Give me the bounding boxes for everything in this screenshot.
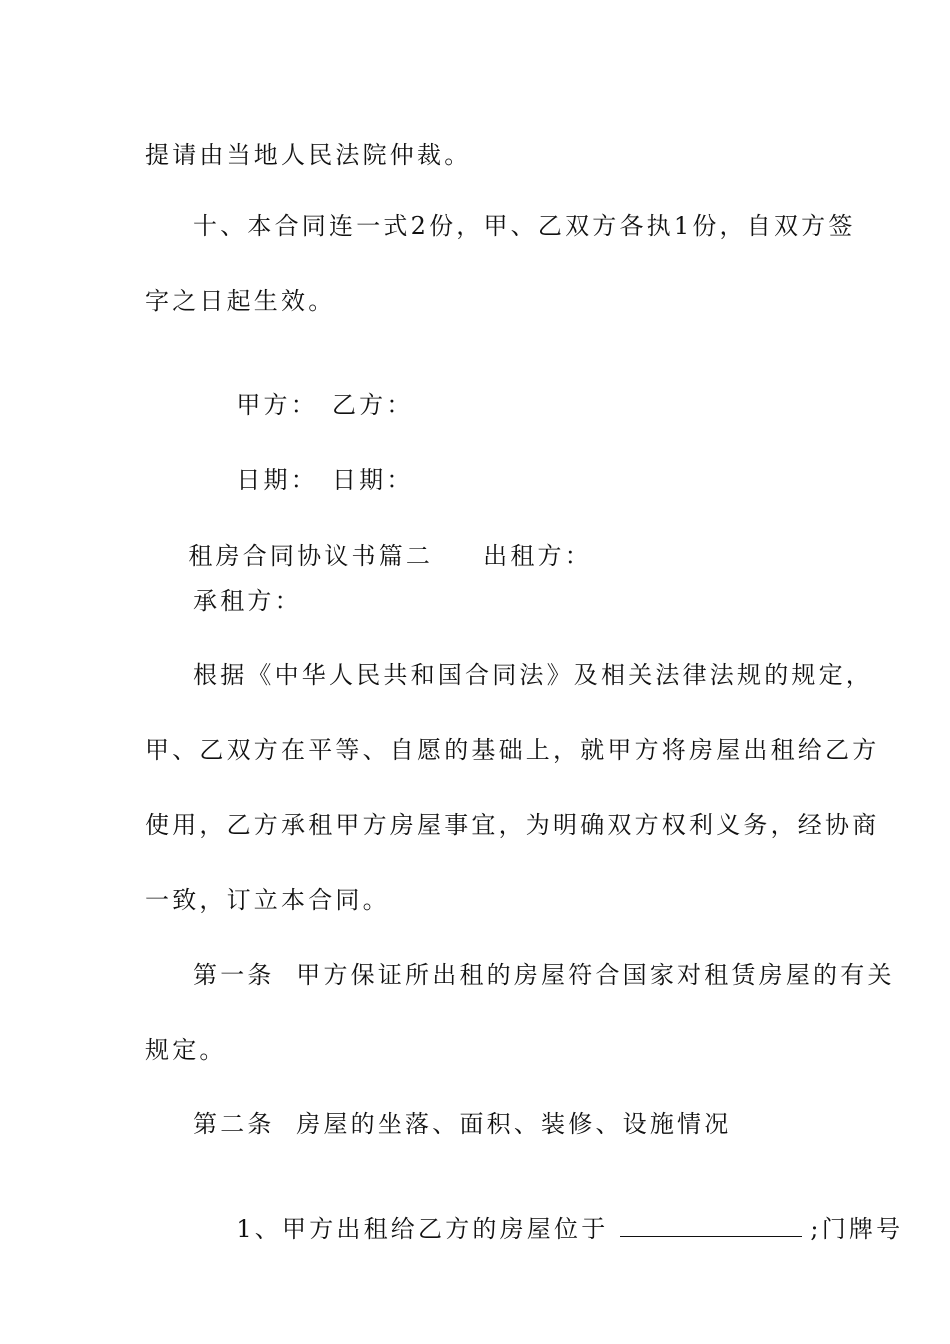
article-1-line: 第一条 甲方保证所出租的房屋符合国家对租赁房屋的有关 (193, 961, 895, 989)
section-title: 租房合同协议书篇二 (188, 542, 434, 570)
paragraph-line: 甲、乙双方在平等、自愿的基础上，就甲方将房屋出租给乙方 (145, 736, 880, 764)
paragraph-line: 十、本合同连一式2份，甲、乙双方各执1份，自双方签 (193, 212, 856, 240)
paragraph-line: 一致，订立本合同。 (145, 886, 390, 914)
party-b-label: 乙方： (331, 391, 414, 419)
date-label-a: 日期： (236, 466, 318, 494)
lessee-label: 承租方： (193, 587, 302, 615)
address-label: 1、甲方出租给乙方的房屋位于 (236, 1215, 609, 1243)
date-label-b: 日期： (331, 466, 414, 494)
lessor-label: 出租方： (483, 542, 592, 570)
address-blank (620, 1214, 802, 1237)
party-a-label: 甲方： (236, 391, 318, 419)
address-line (193, 1184, 903, 1274)
paragraph-line: 提请由当地人民法院仲裁。 (145, 141, 472, 169)
paragraph-line: 规定。 (145, 1036, 227, 1064)
paragraph-line: 字之日起生效。 (145, 287, 336, 315)
paragraph-line: 使用，乙方承租甲方房屋事宜，为明确双方权利义务，经协商 (145, 811, 880, 839)
article-2-heading: 第二条 房屋的坐落、面积、装修、设施情况 (193, 1110, 732, 1138)
door-number-label: ;门牌号 (810, 1215, 904, 1243)
paragraph-line: 根据《中华人民共和国合同法》及相关法律法规的规定， (193, 661, 873, 689)
